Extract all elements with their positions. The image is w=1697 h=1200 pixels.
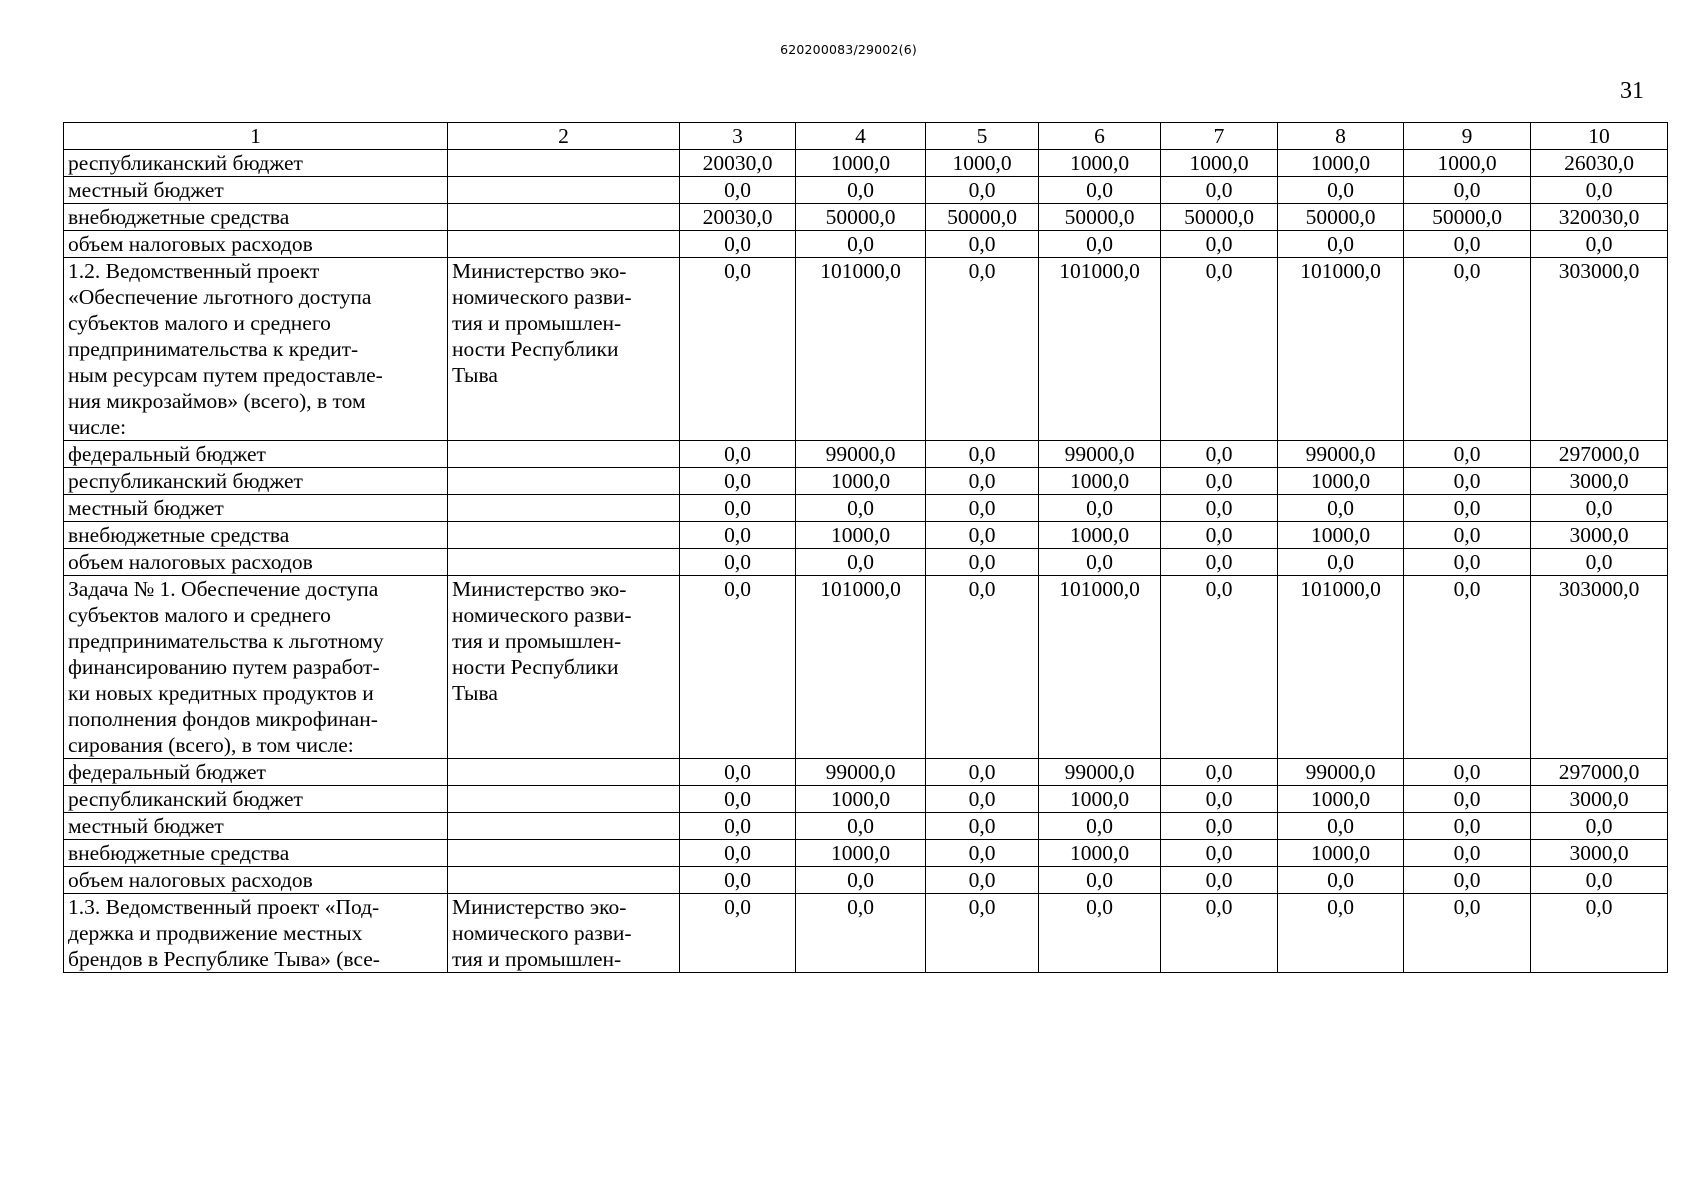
- row-label-line: пополнения фондов микрофинан-: [68, 707, 378, 731]
- executor-line: Министерство эко-: [452, 577, 627, 601]
- row-label-cell: [64, 894, 448, 973]
- table-row: [64, 759, 1668, 786]
- executor-cell: [448, 786, 680, 813]
- value-cell: 0,0: [796, 813, 926, 840]
- executor-line: ности Республики: [452, 337, 619, 361]
- value-cell: 0,0: [1404, 759, 1531, 786]
- value-cell: 50000,0: [1161, 204, 1278, 231]
- row-label-cell: [64, 786, 448, 813]
- row-label-line: финансированию путем разработ-: [68, 655, 380, 679]
- row-label-line: внебюджетные средства: [68, 205, 290, 229]
- value-cell: 1000,0: [1039, 468, 1161, 495]
- executor-line: номического разви-: [452, 921, 632, 945]
- row-label-line: местный бюджет: [68, 496, 224, 520]
- row-label-line: предпринимательства к льготному: [68, 629, 384, 653]
- value-cell: 1000,0: [926, 150, 1039, 177]
- value-cell: 0,0: [680, 258, 796, 441]
- value-cell: 0,0: [1404, 867, 1531, 894]
- row-label-cell: [64, 813, 448, 840]
- value-cell: 0,0: [1039, 549, 1161, 576]
- value-cell: 1000,0: [796, 150, 926, 177]
- executor-line: тия и промышлен-: [452, 311, 622, 335]
- value-cell: 0,0: [1404, 258, 1531, 441]
- table-row: [64, 441, 1668, 468]
- value-cell: 0,0: [680, 177, 796, 204]
- value-cell: 0,0: [1161, 177, 1278, 204]
- executor-cell: [448, 549, 680, 576]
- row-label-line: ным ресурсам путем предоставле-: [68, 363, 383, 387]
- table-header-row: [64, 123, 1668, 150]
- row-label-line: федеральный бюджет: [68, 760, 266, 784]
- value-cell: 0,0: [1278, 867, 1404, 894]
- value-cell: 1000,0: [796, 840, 926, 867]
- value-cell: 50000,0: [796, 204, 926, 231]
- row-label-cell: [64, 441, 448, 468]
- value-cell: 0,0: [926, 468, 1039, 495]
- row-label-line: брендов в Республике Тыва» (все-: [68, 947, 380, 971]
- value-cell: 0,0: [1161, 468, 1278, 495]
- value-cell: 0,0: [926, 840, 1039, 867]
- row-label-line: республиканский бюджет: [68, 787, 303, 811]
- value-cell: 1000,0: [1039, 522, 1161, 549]
- value-cell: 320030,0: [1531, 204, 1668, 231]
- value-cell: 99000,0: [1039, 759, 1161, 786]
- value-cell: 99000,0: [1278, 759, 1404, 786]
- value-cell: 303000,0: [1531, 576, 1668, 759]
- executor-line: тия и промышлен-: [452, 947, 622, 971]
- budget-table: [63, 122, 1668, 973]
- value-cell: 0,0: [1161, 549, 1278, 576]
- executor-line: тия и промышлен-: [452, 629, 622, 653]
- value-cell: 0,0: [1404, 576, 1531, 759]
- value-cell: 0,0: [926, 813, 1039, 840]
- row-label-line: субъектов малого и среднего: [68, 603, 331, 627]
- value-cell: 297000,0: [1531, 441, 1668, 468]
- value-cell: 50000,0: [1278, 204, 1404, 231]
- value-cell: 0,0: [796, 549, 926, 576]
- value-cell: 0,0: [1039, 231, 1161, 258]
- value-cell: 0,0: [926, 894, 1039, 973]
- row-label-line: 1.3. Ведомственный проект «Под-: [68, 895, 380, 919]
- value-cell: 0,0: [1161, 840, 1278, 867]
- value-cell: 0,0: [1531, 813, 1668, 840]
- value-cell: 0,0: [1278, 813, 1404, 840]
- value-cell: 1000,0: [1278, 522, 1404, 549]
- value-cell: 0,0: [796, 894, 926, 973]
- value-cell: 1000,0: [796, 468, 926, 495]
- value-cell: 0,0: [1404, 840, 1531, 867]
- row-label-line: внебюджетные средства: [68, 523, 290, 547]
- value-cell: 0,0: [926, 549, 1039, 576]
- value-cell: 0,0: [1531, 231, 1668, 258]
- value-cell: 0,0: [926, 495, 1039, 522]
- value-cell: 0,0: [680, 840, 796, 867]
- column-number-header: 7: [1161, 123, 1278, 150]
- table-row: [64, 840, 1668, 867]
- row-label-cell: [64, 867, 448, 894]
- value-cell: 0,0: [1404, 495, 1531, 522]
- column-number-header: 2: [448, 123, 680, 150]
- value-cell: 0,0: [926, 258, 1039, 441]
- table-row: [64, 549, 1668, 576]
- table-row: [64, 204, 1668, 231]
- value-cell: 0,0: [796, 867, 926, 894]
- value-cell: 0,0: [1531, 177, 1668, 204]
- value-cell: 3000,0: [1531, 840, 1668, 867]
- row-label-line: 1.2. Ведомственный проект: [68, 259, 320, 283]
- value-cell: 0,0: [1039, 495, 1161, 522]
- value-cell: 0,0: [796, 177, 926, 204]
- value-cell: 26030,0: [1531, 150, 1668, 177]
- executor-cell: [448, 177, 680, 204]
- value-cell: 297000,0: [1531, 759, 1668, 786]
- value-cell: 0,0: [1039, 177, 1161, 204]
- value-cell: 3000,0: [1531, 468, 1668, 495]
- row-label-line: внебюджетные средства: [68, 841, 290, 865]
- column-number-header: 8: [1278, 123, 1404, 150]
- value-cell: 0,0: [1404, 549, 1531, 576]
- value-cell: 0,0: [1161, 441, 1278, 468]
- row-label-cell: [64, 204, 448, 231]
- value-cell: 0,0: [1404, 813, 1531, 840]
- value-cell: 0,0: [680, 786, 796, 813]
- row-label-cell: [64, 495, 448, 522]
- executor-cell: [448, 576, 680, 759]
- value-cell: 0,0: [926, 231, 1039, 258]
- executor-cell: [448, 150, 680, 177]
- value-cell: 0,0: [680, 867, 796, 894]
- value-cell: 0,0: [680, 468, 796, 495]
- value-cell: 0,0: [1161, 894, 1278, 973]
- row-label-line: ния микрозаймов» (всего), в том: [68, 389, 366, 413]
- executor-cell: [448, 867, 680, 894]
- row-label-cell: [64, 576, 448, 759]
- executor-cell: [448, 759, 680, 786]
- value-cell: 101000,0: [1039, 258, 1161, 441]
- value-cell: 1000,0: [1278, 468, 1404, 495]
- column-number-header: 4: [796, 123, 926, 150]
- value-cell: 0,0: [680, 549, 796, 576]
- table-row: [64, 468, 1668, 495]
- value-cell: 0,0: [1039, 813, 1161, 840]
- value-cell: 0,0: [680, 522, 796, 549]
- executor-cell: [448, 894, 680, 973]
- row-label-line: держка и продвижение местных: [68, 921, 363, 945]
- value-cell: 0,0: [1278, 549, 1404, 576]
- value-cell: 0,0: [926, 441, 1039, 468]
- value-cell: 0,0: [1531, 894, 1668, 973]
- executor-cell: [448, 468, 680, 495]
- value-cell: 0,0: [1278, 231, 1404, 258]
- executor-cell: [448, 840, 680, 867]
- value-cell: 0,0: [1161, 576, 1278, 759]
- value-cell: 0,0: [1531, 867, 1668, 894]
- value-cell: 50000,0: [1404, 204, 1531, 231]
- table-row: [64, 258, 1668, 441]
- executor-cell: [448, 204, 680, 231]
- executor-line: Министерство эко-: [452, 259, 627, 283]
- value-cell: 0,0: [1404, 786, 1531, 813]
- value-cell: 0,0: [926, 576, 1039, 759]
- row-label-line: субъектов малого и среднего: [68, 311, 331, 335]
- executor-cell: [448, 495, 680, 522]
- value-cell: 0,0: [926, 177, 1039, 204]
- value-cell: 0,0: [1039, 894, 1161, 973]
- column-number-header: 9: [1404, 123, 1531, 150]
- value-cell: 1000,0: [1039, 150, 1161, 177]
- row-label-line: «Обеспечение льготного доступа: [68, 285, 372, 309]
- row-label-line: предпринимательства к кредит-: [68, 337, 359, 361]
- executor-cell: [448, 813, 680, 840]
- value-cell: 0,0: [1161, 231, 1278, 258]
- value-cell: 0,0: [1404, 894, 1531, 973]
- row-label-line: объем налоговых расходов: [68, 868, 313, 892]
- value-cell: 0,0: [1531, 495, 1668, 522]
- value-cell: 0,0: [1161, 813, 1278, 840]
- row-label-line: числе:: [68, 415, 127, 439]
- row-label-cell: [64, 150, 448, 177]
- value-cell: 20030,0: [680, 204, 796, 231]
- value-cell: 0,0: [1161, 867, 1278, 894]
- table-row: [64, 894, 1668, 973]
- row-label-line: Задача № 1. Обеспечение доступа: [68, 577, 379, 601]
- value-cell: 3000,0: [1531, 786, 1668, 813]
- value-cell: 303000,0: [1531, 258, 1668, 441]
- row-label-cell: [64, 258, 448, 441]
- row-label-line: республиканский бюджет: [68, 469, 303, 493]
- table-row: [64, 495, 1668, 522]
- value-cell: 99000,0: [796, 759, 926, 786]
- table-row: [64, 231, 1668, 258]
- value-cell: 0,0: [1278, 894, 1404, 973]
- value-cell: 0,0: [680, 759, 796, 786]
- row-label-line: республиканский бюджет: [68, 151, 303, 175]
- value-cell: 1000,0: [796, 522, 926, 549]
- value-cell: 1000,0: [1039, 840, 1161, 867]
- table-row: [64, 150, 1668, 177]
- executor-line: Тыва: [452, 363, 498, 387]
- value-cell: 0,0: [1161, 522, 1278, 549]
- value-cell: 101000,0: [1039, 576, 1161, 759]
- value-cell: 0,0: [796, 495, 926, 522]
- value-cell: 1000,0: [1161, 150, 1278, 177]
- value-cell: 0,0: [1161, 495, 1278, 522]
- table-row: [64, 576, 1668, 759]
- value-cell: 99000,0: [796, 441, 926, 468]
- value-cell: 99000,0: [1039, 441, 1161, 468]
- value-cell: 0,0: [1039, 867, 1161, 894]
- row-label-line: местный бюджет: [68, 178, 224, 202]
- value-cell: 101000,0: [796, 576, 926, 759]
- value-cell: 3000,0: [1531, 522, 1668, 549]
- value-cell: 0,0: [680, 231, 796, 258]
- executor-line: Министерство эко-: [452, 895, 627, 919]
- value-cell: 1000,0: [1278, 150, 1404, 177]
- value-cell: 1000,0: [1039, 786, 1161, 813]
- column-number-header: 10: [1531, 123, 1668, 150]
- column-number-header: 1: [64, 123, 448, 150]
- row-label-cell: [64, 231, 448, 258]
- value-cell: 101000,0: [1278, 258, 1404, 441]
- executor-cell: [448, 258, 680, 441]
- row-label-line: ки новых кредитных продуктов и: [68, 681, 374, 705]
- row-label-line: объем налоговых расходов: [68, 550, 313, 574]
- value-cell: 0,0: [1404, 468, 1531, 495]
- column-number-header: 5: [926, 123, 1039, 150]
- value-cell: 0,0: [1161, 786, 1278, 813]
- row-label-line: объем налоговых расходов: [68, 232, 313, 256]
- column-number-header: 3: [680, 123, 796, 150]
- value-cell: 0,0: [680, 495, 796, 522]
- table-row: [64, 522, 1668, 549]
- row-label-line: сирования (всего), в том числе:: [68, 733, 354, 757]
- value-cell: 0,0: [1404, 231, 1531, 258]
- value-cell: 0,0: [1278, 177, 1404, 204]
- value-cell: 20030,0: [680, 150, 796, 177]
- value-cell: 0,0: [926, 759, 1039, 786]
- row-label-cell: [64, 468, 448, 495]
- row-label-line: федеральный бюджет: [68, 442, 266, 466]
- value-cell: 50000,0: [926, 204, 1039, 231]
- executor-cell: [448, 522, 680, 549]
- row-label-cell: [64, 177, 448, 204]
- value-cell: 0,0: [680, 813, 796, 840]
- row-label-cell: [64, 549, 448, 576]
- table-row: [64, 813, 1668, 840]
- value-cell: 101000,0: [796, 258, 926, 441]
- value-cell: 0,0: [1404, 441, 1531, 468]
- value-cell: 101000,0: [1278, 576, 1404, 759]
- value-cell: 0,0: [680, 576, 796, 759]
- value-cell: 0,0: [1278, 495, 1404, 522]
- document-code: 620200083/29002(6): [780, 42, 917, 57]
- row-label-cell: [64, 522, 448, 549]
- page-number: 31: [1620, 78, 1644, 104]
- value-cell: 0,0: [1404, 177, 1531, 204]
- column-number-header: 6: [1039, 123, 1161, 150]
- table-row: [64, 177, 1668, 204]
- value-cell: 0,0: [796, 231, 926, 258]
- value-cell: 0,0: [926, 867, 1039, 894]
- executor-line: ности Республики: [452, 655, 619, 679]
- row-label-cell: [64, 759, 448, 786]
- executor-line: номического разви-: [452, 285, 632, 309]
- value-cell: 0,0: [680, 441, 796, 468]
- value-cell: 0,0: [1161, 759, 1278, 786]
- executor-line: Тыва: [452, 681, 498, 705]
- executor-cell: [448, 231, 680, 258]
- row-label-line: местный бюджет: [68, 814, 224, 838]
- executor-line: номического разви-: [452, 603, 632, 627]
- value-cell: 0,0: [680, 894, 796, 973]
- value-cell: 0,0: [1161, 258, 1278, 441]
- value-cell: 1000,0: [1278, 840, 1404, 867]
- value-cell: 99000,0: [1278, 441, 1404, 468]
- value-cell: 0,0: [926, 786, 1039, 813]
- executor-cell: [448, 441, 680, 468]
- table-row: [64, 867, 1668, 894]
- value-cell: 0,0: [1531, 549, 1668, 576]
- row-label-cell: [64, 840, 448, 867]
- value-cell: 0,0: [926, 522, 1039, 549]
- value-cell: 50000,0: [1039, 204, 1161, 231]
- value-cell: 0,0: [1404, 522, 1531, 549]
- table-row: [64, 786, 1668, 813]
- value-cell: 1000,0: [796, 786, 926, 813]
- value-cell: 1000,0: [1278, 786, 1404, 813]
- value-cell: 1000,0: [1404, 150, 1531, 177]
